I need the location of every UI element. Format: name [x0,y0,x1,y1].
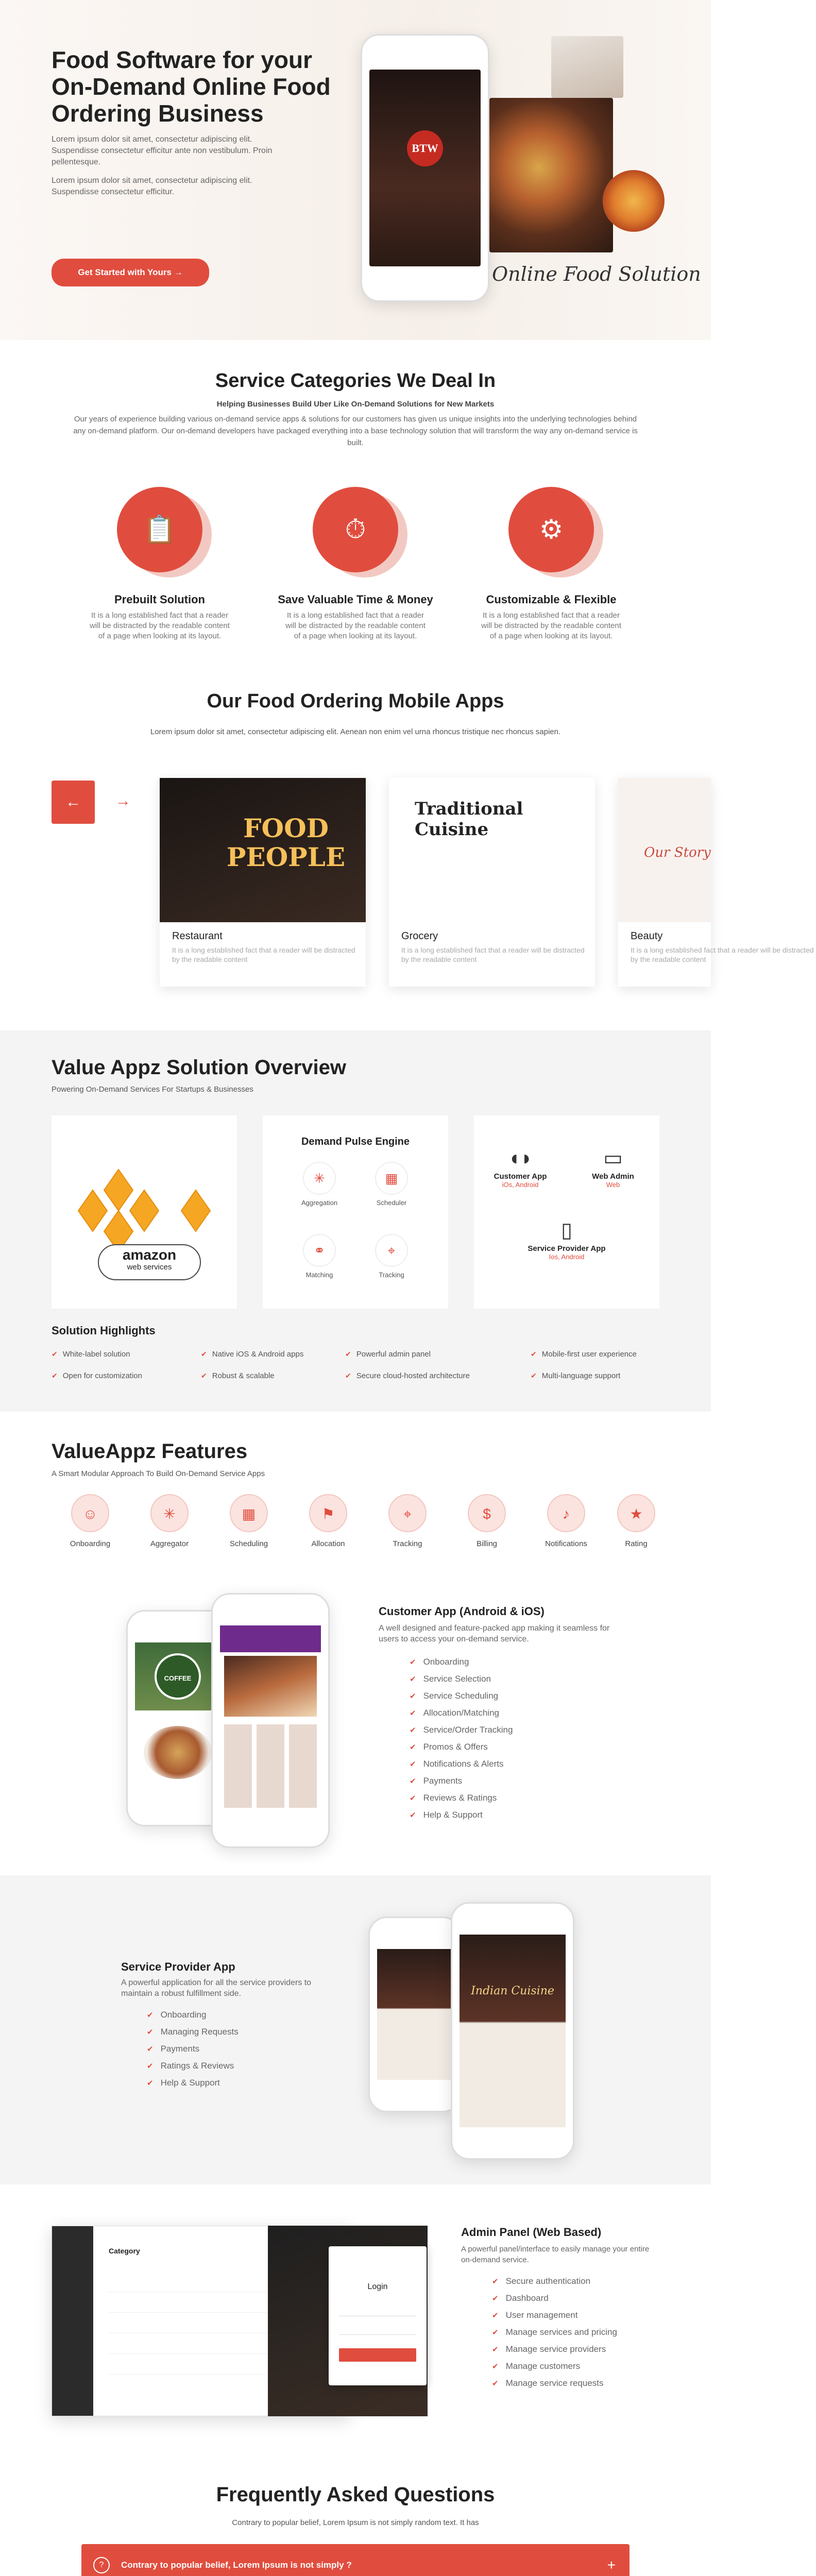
highlight-item: ✔ Powerful admin panel [345,1350,431,1359]
faq-section [0,2432,711,2576]
service-provider-section [0,1875,711,2184]
provider-desc: A powerful application for all the service providers to maintain a robust fulfillment side. [121,1978,312,1998]
platform-name: Customer App [494,1172,547,1181]
admin-screen-title: Category [109,2247,140,2255]
feature-label: Aggregator [150,1539,189,1548]
service-card-prebuilt [72,487,247,641]
cubes-illustration [70,1167,173,1249]
login-submit-button [339,2348,416,2362]
pulse-engine-box [263,1115,448,1309]
faq-item-open [81,2544,630,2576]
thumb-text: Traditional Cuisine [415,799,523,840]
service-card-text: It is a long established fact that a reader will be distracted by the readable content of a page when looking at its layout. [285,611,426,640]
plus-icon: + [607,2557,616,2573]
platform-name: Web Admin [592,1172,634,1181]
features-title: ValueAppz Features [52,1440,248,1463]
tracking-icon: ⌖ [375,1234,408,1267]
provider-phone-back [368,1917,461,2112]
list-item: ✔ Managing Requests [147,2024,239,2041]
highlight-item: ✔ Native iOS & Android apps [201,1350,303,1359]
list-item: ✔ Service Selection [410,1671,513,1688]
list-item: ✔ Notifications & Alerts [410,1756,513,1773]
pulse-title: Demand Pulse Engine [301,1136,410,1147]
list-item: ✔ Manage customers [492,2358,617,2375]
app-card-thumbnail [618,778,711,922]
list-item: ✔ User management [492,2307,617,2324]
phone-cuisine-text: Indian Cuisine [471,1985,554,1998]
hero-section [0,0,711,340]
highlights-title: Solution Highlights [52,1324,156,1337]
onboarding-icon: ☺ [71,1494,109,1532]
service-card-title: Customizable & Flexible [486,593,617,606]
app-card-grocery[interactable] [389,778,595,987]
app-card-name: Restaurant [172,930,223,942]
phone-screen [220,1625,321,1816]
admin-title: Admin Panel (Web Based) [461,2226,602,2239]
monitor-icon: ▭ [603,1147,623,1170]
platform-web-admin [567,1146,659,1189]
feature-label: Tracking [393,1539,422,1548]
hero-phone-screen [369,70,481,266]
list-item: ✔ Payments [410,1773,513,1790]
app-card-thumbnail [160,778,366,922]
pulse-aggregation [288,1162,350,1207]
overview-title: Value Appz Solution Overview [52,1056,346,1079]
services-intro: Our years of experience building various on-demand service apps & solutions for our customers has given us unique insights into the underlying technologies behind any on-demand platform. Our on-demand developers have packaged everything into a base technology solution that will transform the way any on-demand service is built. [73,415,638,447]
provider-title: Service Provider App [121,1960,235,1973]
apps-title: Our Food Ordering Mobile Apps [207,690,504,712]
hero-para-1: Lorem ipsum dolor sit amet, consectetur adipiscing elit. Suspendisse consectetur efficitur ante non vestibulum. Proin pellentesque. [52,135,273,166]
list-item: ✔ Help & Support [147,2075,239,2092]
service-card-text: It is a long established fact that a reader will be distracted by the readable content of a page when looking at its layout. [481,611,621,640]
faq-title: Frequently Asked Questions [216,2483,495,2506]
login-label: Login [367,2282,388,2291]
service-card-title: Save Valuable Time & Money [278,593,433,606]
list-item: ✔ Allocation/Matching [410,1705,513,1722]
phone-screen [135,1642,220,1794]
admin-panel-section [0,2184,711,2432]
features-section [0,1412,711,1875]
phone-screen [460,1935,566,2127]
hero-text [52,46,340,198]
star-icon: ★ [617,1494,655,1532]
faq-question-toggle[interactable] [82,2545,629,2576]
admin-feature-list [492,2273,617,2392]
app-card-name: Grocery [401,930,438,942]
apps-subtitle: Lorem ipsum dolor sit amet, consectetur adipiscing elit. Aenean non enim vel urna rhoncus tristique nec rhoncus sapien. [150,727,561,736]
feature-notifications [533,1494,600,1548]
list-item: ✔ Help & Support [410,1807,513,1824]
platforms-box [474,1115,659,1309]
provider-feature-list [147,2007,239,2092]
thumb-text: FOOD PEOPLE [226,813,346,872]
feature-tracking [374,1494,441,1548]
solution-overview-section [0,1030,711,1412]
platform-sub: Web [606,1181,620,1189]
feature-billing [453,1494,520,1548]
platform-name: Service Provider App [528,1244,606,1253]
feature-label: Billing [476,1539,498,1548]
hero-title: Food Software for your On-Demand Online Food Ordering Business [52,46,331,127]
bell-icon: ♪ [547,1494,585,1532]
pulse-scheduler [361,1162,422,1207]
aws-box [52,1115,237,1309]
feature-label: Rating [625,1539,648,1548]
pulse-matching [288,1234,350,1279]
hero-para-2: Lorem ipsum dolor sit amet, consectetur adipiscing elit. Suspendisse consectetur efficitur. [52,176,252,196]
customer-app-desc: A well designed and feature-packed app making it seamless for users to access your on-demand service. [379,1624,610,1643]
overview-subtitle: Powering On-Demand Services For Startups & Businesses [52,1085,253,1094]
login-card [329,2246,427,2385]
tracking-icon: ⌖ [388,1494,427,1532]
pizza-photo [489,98,613,252]
highlight-item: ✔ Secure cloud-hosted architecture [345,1371,470,1380]
gear-icon: ⚙ [508,487,594,572]
feature-onboarding [57,1494,124,1548]
highlight-item: ✔ White-label solution [52,1350,130,1359]
list-item: ✔ Service Scheduling [410,1688,513,1705]
matching-icon: ⚭ [303,1234,336,1267]
list-item: ✔ Onboarding [410,1654,513,1671]
admin-login-mockup [268,2226,428,2416]
feature-aggregator [136,1494,203,1548]
service-card-customizable [464,487,639,641]
pulse-label: Aggregation [301,1199,338,1207]
pulse-tracking [361,1234,422,1279]
app-card-thumbnail [389,778,595,922]
pizza-slice-photo [603,170,665,232]
chef-photo [551,36,623,98]
customer-feature-list [410,1654,513,1824]
list-item: ✔ Ratings & Reviews [147,2058,239,2075]
feature-scheduling [215,1494,282,1548]
platform-sub: iOs, Android [502,1181,539,1189]
hero-phone-mockup [361,34,489,302]
highlight-item: ✔ Robust & scalable [201,1371,275,1380]
list-item: ✔ Manage services and pricing [492,2324,617,2341]
get-started-button[interactable]: Get Started with Yours → [52,259,209,286]
admin-sidebar [52,2226,93,2416]
highlight-item: ✔ Open for customization [52,1371,142,1380]
services-tagline: Helping Businesses Build Uber Like On-Demand Solutions for New Markets [216,400,495,409]
app-card-name: Beauty [631,930,663,942]
mobile-apps-section [0,670,814,1030]
list-item: ✔ Onboarding [147,2007,239,2024]
feature-rating [603,1494,670,1548]
mobile-icon: ▯ [560,1219,572,1242]
aws-logo-text: amazon [122,1247,177,1263]
carousel-next-button[interactable]: → [115,792,131,809]
platform-customer-app [474,1146,567,1189]
pulse-label: Scheduler [376,1199,407,1207]
service-card-save-time [268,487,443,641]
aws-logo [98,1244,201,1280]
highlight-item: ✔ Mobile-first user experience [531,1350,637,1359]
highlight-item: ✔ Multi-language support [531,1371,620,1380]
feature-label: Onboarding [70,1539,111,1548]
service-card-title: Prebuilt Solution [114,593,205,606]
platform-sub: Ios, Android [549,1253,585,1261]
feature-label: Notifications [545,1539,587,1548]
service-categories-section [0,340,711,670]
feature-label: Allocation [311,1539,345,1548]
btw-logo: BTW [407,130,443,166]
billing-icon: $ [468,1494,506,1532]
carousel-prev-button[interactable]: ← [52,781,95,824]
aws-logo-subtext: web services [127,1263,172,1272]
faq-question-text: Contrary to popular belief, Lorem Ipsum is not simply ? [121,2560,352,2570]
customer-phone-front [211,1593,330,1848]
calendar-icon: ▦ [230,1494,268,1532]
aggregation-icon: ✳ [303,1162,336,1195]
hero-script-text: Online Food Solution [492,263,701,285]
list-item: ✔ Reviews & Ratings [410,1790,513,1807]
app-card-text: It is a long established fact that a reader will be distracted by the readable content [172,946,355,963]
allocation-icon: ⚑ [309,1494,347,1532]
list-item: ✔ Secure authentication [492,2273,617,2290]
app-card-restaurant[interactable] [160,778,366,987]
feature-label: Scheduling [229,1539,268,1548]
list-item: ✔ Manage service providers [492,2341,617,2358]
admin-desc: A powerful panel/interface to easily manage your entire on-demand service. [461,2245,650,2264]
calendar-icon: ▦ [375,1162,408,1195]
feature-allocation [295,1494,362,1548]
clipboard-gear-icon: 📋 [117,487,202,572]
customer-app-title: Customer App (Android & iOS) [379,1605,545,1618]
list-item: ✔ Promos & Offers [410,1739,513,1756]
apple-android-icon: ◖◗ [507,1147,533,1170]
list-item: ✔ Dashboard [492,2290,617,2307]
pulse-label: Matching [305,1271,333,1279]
app-card-text: It is a long established fact that a reader will be distracted by the readable content [631,946,814,963]
question-icon: ? [93,2557,110,2573]
thumb-text: Our Story [644,845,711,860]
provider-phone-front [451,1902,574,2160]
service-card-text: It is a long established fact that a reader will be distracted by the readable content of a page when looking at its layout. [90,611,230,640]
phone-screen [377,1949,452,2080]
faq-subtitle: Contrary to popular belief, Lorem Ipsum is not simply random text. It has [232,2518,479,2527]
clock-dollar-icon: ⏱ [313,487,398,572]
aggregator-icon: ✳ [150,1494,189,1532]
cafe-logo: COFFEE [155,1653,201,1700]
app-card-text: It is a long established fact that a reader will be distracted by the readable content [401,946,585,963]
services-title: Service Categories We Deal In [215,370,496,392]
list-item: ✔ Manage service requests [492,2375,617,2392]
list-item: ✔ Service/Order Tracking [410,1722,513,1739]
platform-provider-app [520,1218,613,1261]
pulse-label: Tracking [379,1271,404,1279]
app-card-beauty[interactable] [618,778,814,987]
features-subtitle: A Smart Modular Approach To Build On-Demand Service Apps [52,1469,265,1478]
list-item: ✔ Payments [147,2041,239,2058]
